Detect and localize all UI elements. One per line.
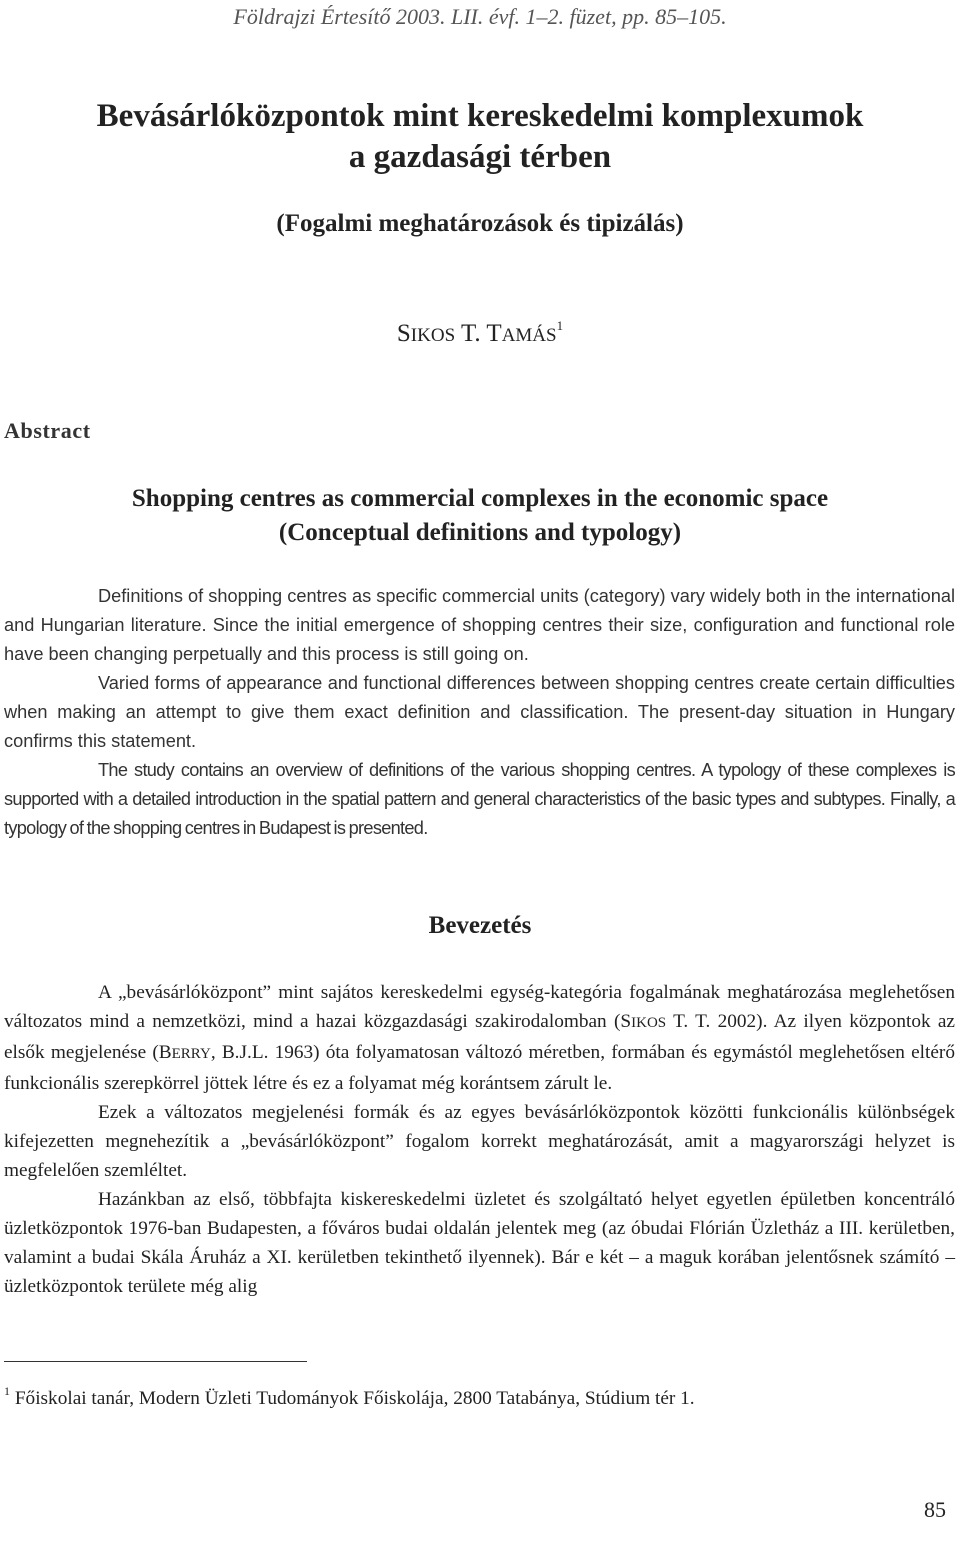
body-text: T. T. 2002). Az ilyen központok az elsők megjelenése ( <box>4 1011 955 1063</box>
abstract-paragraph: Definitions of shopping centres as specific commercial units (category) vary widely both in the international and Hungarian literature. Since the initial emergence of shopping centres their size, configuration and functional role have been changing perpetually and this process is still going on. <box>4 586 955 664</box>
abstract-paragraph: Varied forms of appearance and functional differences between shopping centres create certain difficulties when making an attempt to give them exact definition and classification. The present-day situation in Hungary confirms this statement. <box>4 673 955 751</box>
abstract-label: Abstract <box>4 418 91 443</box>
footnote-mark: 1 <box>4 1384 10 1398</box>
citation-author-initial: S <box>620 1011 632 1032</box>
body-paragraph: Ezek a változatos megjelenési formák és az egyes bevásárlóközpontok közötti funkcionális különbségek kifejezetten megnehezítik a „bevásárlóközpont” fogalom korrekt meghatározását, amit a magyarországi helyzet is megfelelően szemléltet. <box>4 1102 955 1181</box>
author-footnote-mark: 1 <box>556 318 564 333</box>
author-family-rest: IKOS <box>410 325 456 346</box>
section-heading: Bevezetés <box>428 912 532 939</box>
body-text: A „bevásárlóközpont” mint sajátos kereskedelmi egység-kategória fogalmának meghatározása meglehetősen változatos mind a nemzetközi, mind a hazai közgazdasági szakirodalomban ( <box>4 982 955 1032</box>
author-given-rest: AMÁS <box>501 325 557 346</box>
footnote-divider <box>4 1361 307 1362</box>
citation-author-initial: B <box>158 1042 172 1063</box>
author-name <box>0 318 960 348</box>
english-title-line-2: (Conceptual definitions and typology) <box>278 519 682 546</box>
article-title <box>0 96 960 178</box>
english-title-line-1: Shopping centres as commercial complexes in the economic space <box>131 485 829 512</box>
body-text: , B.J.L. 1963) óta folyamatosan változó méretben, formában és egymástól meglehetősen eltérő funkcionális szerepkörrel jöttek létre és ez a folyamat még korántsem zárult le. <box>4 1042 955 1094</box>
main-body <box>4 978 955 1301</box>
body-paragraph <box>4 978 955 1098</box>
author-family-initial: S <box>396 320 411 347</box>
article-title-line-1: Bevásárlóközpontok mint kereskedelmi komplexumok <box>96 98 864 134</box>
page-number: 85 <box>924 1497 946 1522</box>
article-title-line-2: a gazdasági térben <box>348 139 612 175</box>
footnote-text: Főiskolai tanár, Modern Üzleti Tudományok Főiskolája, 2800 Tatabánya, Stúdium tér 1. <box>14 1388 695 1409</box>
abstract-paragraph: The study contains an overview of definitions of the various shopping centres. A typology of these complexes is supported with a detailed introduction in the spatial pattern and general characteristics of the basic types and subtypes. Finally, a typology of the shopping centres in Budapest is presented. <box>4 760 955 838</box>
author-middle: T. <box>455 320 487 347</box>
article-subtitle: (Fogalmi meghatározások és tipizálás) <box>276 210 684 237</box>
author-given-initial: T <box>486 320 502 347</box>
abstract-body <box>4 582 955 843</box>
citation-author-rest: ERRY <box>171 1046 211 1062</box>
citation-author-rest: IKOS <box>631 1015 667 1031</box>
body-paragraph: Hazánkban az első, többfajta kiskereskedelmi üzletet és szolgáltató helyet egyetlen épületben koncentráló üzletközpontok 1976-ban Budapesten, a főváros budai oldalán jelentek meg (az óbudai Flórián Üzletház a III. kerületben, valamint a budai Skála Áruház a XI. kerületben tekinthető ilyennek). Bár e két – a maguk korában jelentősnek számító – üzletközpontok területe még alig <box>4 1189 955 1297</box>
running-head: Földrajzi Értesítő 2003. LII. évf. 1–2. füzet, pp. 85–105. <box>233 4 727 29</box>
english-title <box>0 482 960 550</box>
footnote <box>4 1384 954 1410</box>
